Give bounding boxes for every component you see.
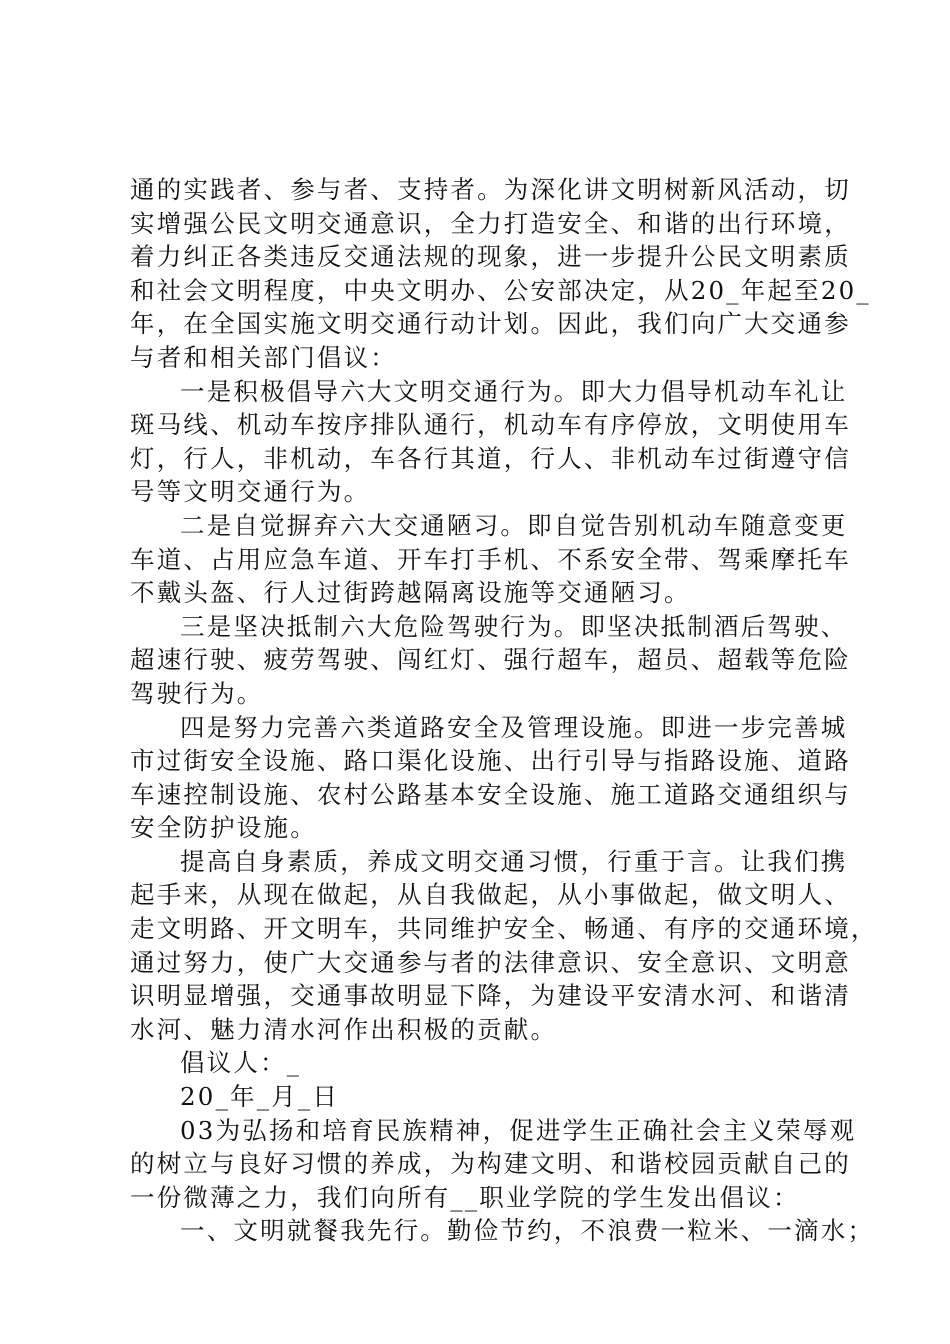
- text-line: 市过街安全设施、路口渠化设施、出行引导与指路设施、道路: [130, 746, 851, 776]
- text-line: 通的实践者、参与者、支持者。为深化讲文明树新风活动，切: [130, 175, 851, 204]
- text-line: 通过努力，使广大交通参与者的法律意识、安全意识、文明意: [130, 947, 851, 977]
- text-line: 一、文明就餐我先行。勤俭节约，不浪费一粒米、一滴水；: [180, 1216, 875, 1246]
- text-line: 和社会文明程度，中央文明办、公安部决定，从20_年起至20_: [130, 275, 871, 305]
- text-line: 车道、占用应急车道、开车打手机、不系安全带、驾乘摩托车: [130, 544, 851, 574]
- text-line: 识明显增强，交通事故明显下降，为建设平安清水河、和谐清: [130, 981, 851, 1011]
- text-line: 的树立与良好习惯的养成，为构建文明、和谐校园贡献自己的: [130, 1149, 851, 1179]
- text-line: 走文明路、开文明车，共同维护安全、畅通、有序的交通环境，: [130, 914, 878, 944]
- text-line: 四是努力完善六类道路安全及管理设施。即进一步完善城: [180, 712, 848, 742]
- text-line: 三是坚决抵制六大危险驾驶行为。即坚决抵制酒后驾驶、: [180, 611, 848, 641]
- text-line: 20_年_月_日: [180, 1082, 340, 1112]
- text-line: 一份微薄之力，我们向所有__职业学院的学生发出倡议：: [130, 1182, 800, 1212]
- text-line: 斑马线、机动车按序排队通行，机动车有序停放，文明使用车: [130, 410, 851, 440]
- text-line: 灯，行人，非机动，车各行其道，行人、非机动车过街遵守信: [130, 443, 851, 473]
- text-line: 实增强公民文明交通意识，全力打造安全、和谐的出行环境，: [130, 208, 851, 238]
- text-line: 驾驶行为。: [130, 678, 264, 708]
- text-line: 号等文明交通行为。: [130, 477, 371, 507]
- text-line: 不戴头盔、行人过街跨越隔离设施等交通陋习。: [130, 578, 691, 608]
- text-line: 一是积极倡导六大文明交通行为。即大力倡导机动车礼让: [180, 376, 848, 406]
- text-line: 提高自身素质，养成文明交通习惯，行重于言。让我们携: [180, 846, 848, 876]
- text-line: 安全防护设施。: [130, 813, 317, 843]
- text-line: 倡议人：_: [180, 1048, 302, 1078]
- text-line: 起手来，从现在做起，从自我做起，从小事做起，做文明人、: [130, 880, 851, 910]
- document-body: [130, 173, 878, 1248]
- text-line: 年，在全国实施文明交通行动计划。因此，我们向广大交通参: [130, 309, 851, 339]
- text-line: 二是自觉摒弃六大交通陋习。即自觉告别机动车随意变更: [180, 510, 848, 540]
- text-line: 与者和相关部门倡议：: [130, 342, 397, 372]
- text-line: 03为弘扬和培育民族精神，促进学生正确社会主义荣辱观: [180, 1115, 857, 1145]
- text-line: 着力纠正各类违反交通法规的现象，进一步提升公民文明素质: [130, 242, 851, 272]
- text-line: 水河、魅力清水河作出积极的贡献。: [130, 1014, 558, 1044]
- text-line: 超速行驶、疲劳驾驶、闯红灯、强行超车，超员、超载等危险: [130, 645, 851, 675]
- text-line: 车速控制设施、农村公路基本安全设施、施工道路交通组织与: [130, 779, 851, 809]
